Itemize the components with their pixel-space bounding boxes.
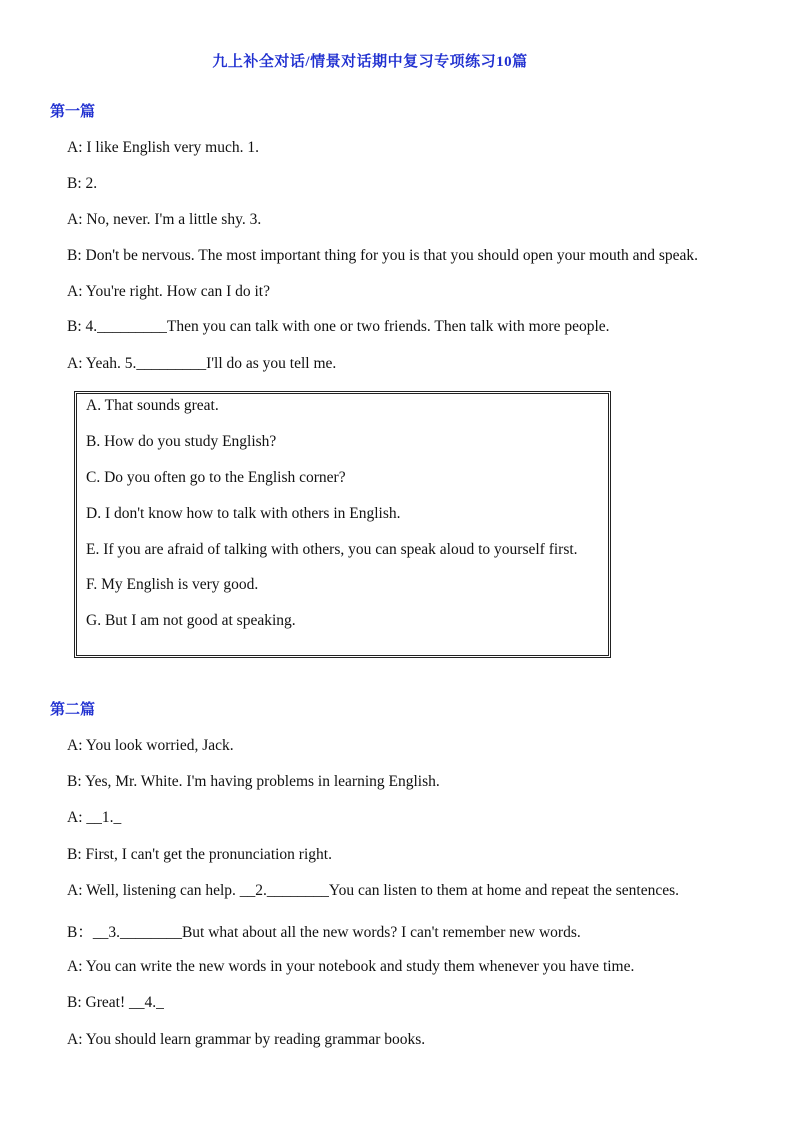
dialogue-line: B: Don't be nervous. The most important thing for you is that you should open your mouth and speak. <box>67 247 699 264</box>
dialogue-line: B: Yes, Mr. White. I'm having problems in learning English. <box>67 773 440 790</box>
option-item: D. I don't know how to talk with others in English. <box>86 505 401 522</box>
section-heading-1: 第一篇 <box>50 104 96 120</box>
dialogue-line: B: Great! __4._ <box>67 994 164 1011</box>
dialogue-line: B：__3.________But what about all the new words? I can't remember new words. <box>67 924 581 941</box>
dialogue-line: B: 4._________Then you can talk with one or two friends. Then talk with more people. <box>67 318 610 335</box>
option-item: G. But I am not good at speaking. <box>86 612 296 629</box>
dialogue-line: A: You look worried, Jack. <box>67 737 234 754</box>
dialogue-line: A: No, never. I'm a little shy. 3. <box>67 211 262 228</box>
option-item: F. My English is very good. <box>86 576 259 593</box>
options-box <box>74 391 611 658</box>
option-item: E. If you are afraid of talking with others, you can speak aloud to yourself first. <box>86 541 578 558</box>
section-heading-2: 第二篇 <box>50 702 96 718</box>
dialogue-line: A: Yeah. 5._________I'll do as you tell me. <box>67 355 337 372</box>
option-item: C. Do you often go to the English corner? <box>86 469 346 486</box>
dialogue-line: A: You should learn grammar by reading grammar books. <box>67 1031 426 1048</box>
option-item: B. How do you study English? <box>86 433 277 450</box>
dialogue-line: A: You're right. How can I do it? <box>67 283 270 300</box>
dialogue-line: A: You can write the new words in your notebook and study them whenever you have time. <box>67 958 635 975</box>
dialogue-line: A: I like English very much. 1. <box>67 139 259 156</box>
dialogue-line: B: First, I can't get the pronunciation right. <box>67 846 332 863</box>
page-title: 九上补全对话/情景对话期中复习专项练习10篇 <box>212 54 528 70</box>
dialogue-line: B: 2. <box>67 175 98 192</box>
option-item: A. That sounds great. <box>86 397 219 414</box>
dialogue-line: A: Well, listening can help. __2.________You can listen to them at home and repeat the sentences. <box>67 882 680 899</box>
dialogue-line: A: __1._ <box>67 809 122 826</box>
